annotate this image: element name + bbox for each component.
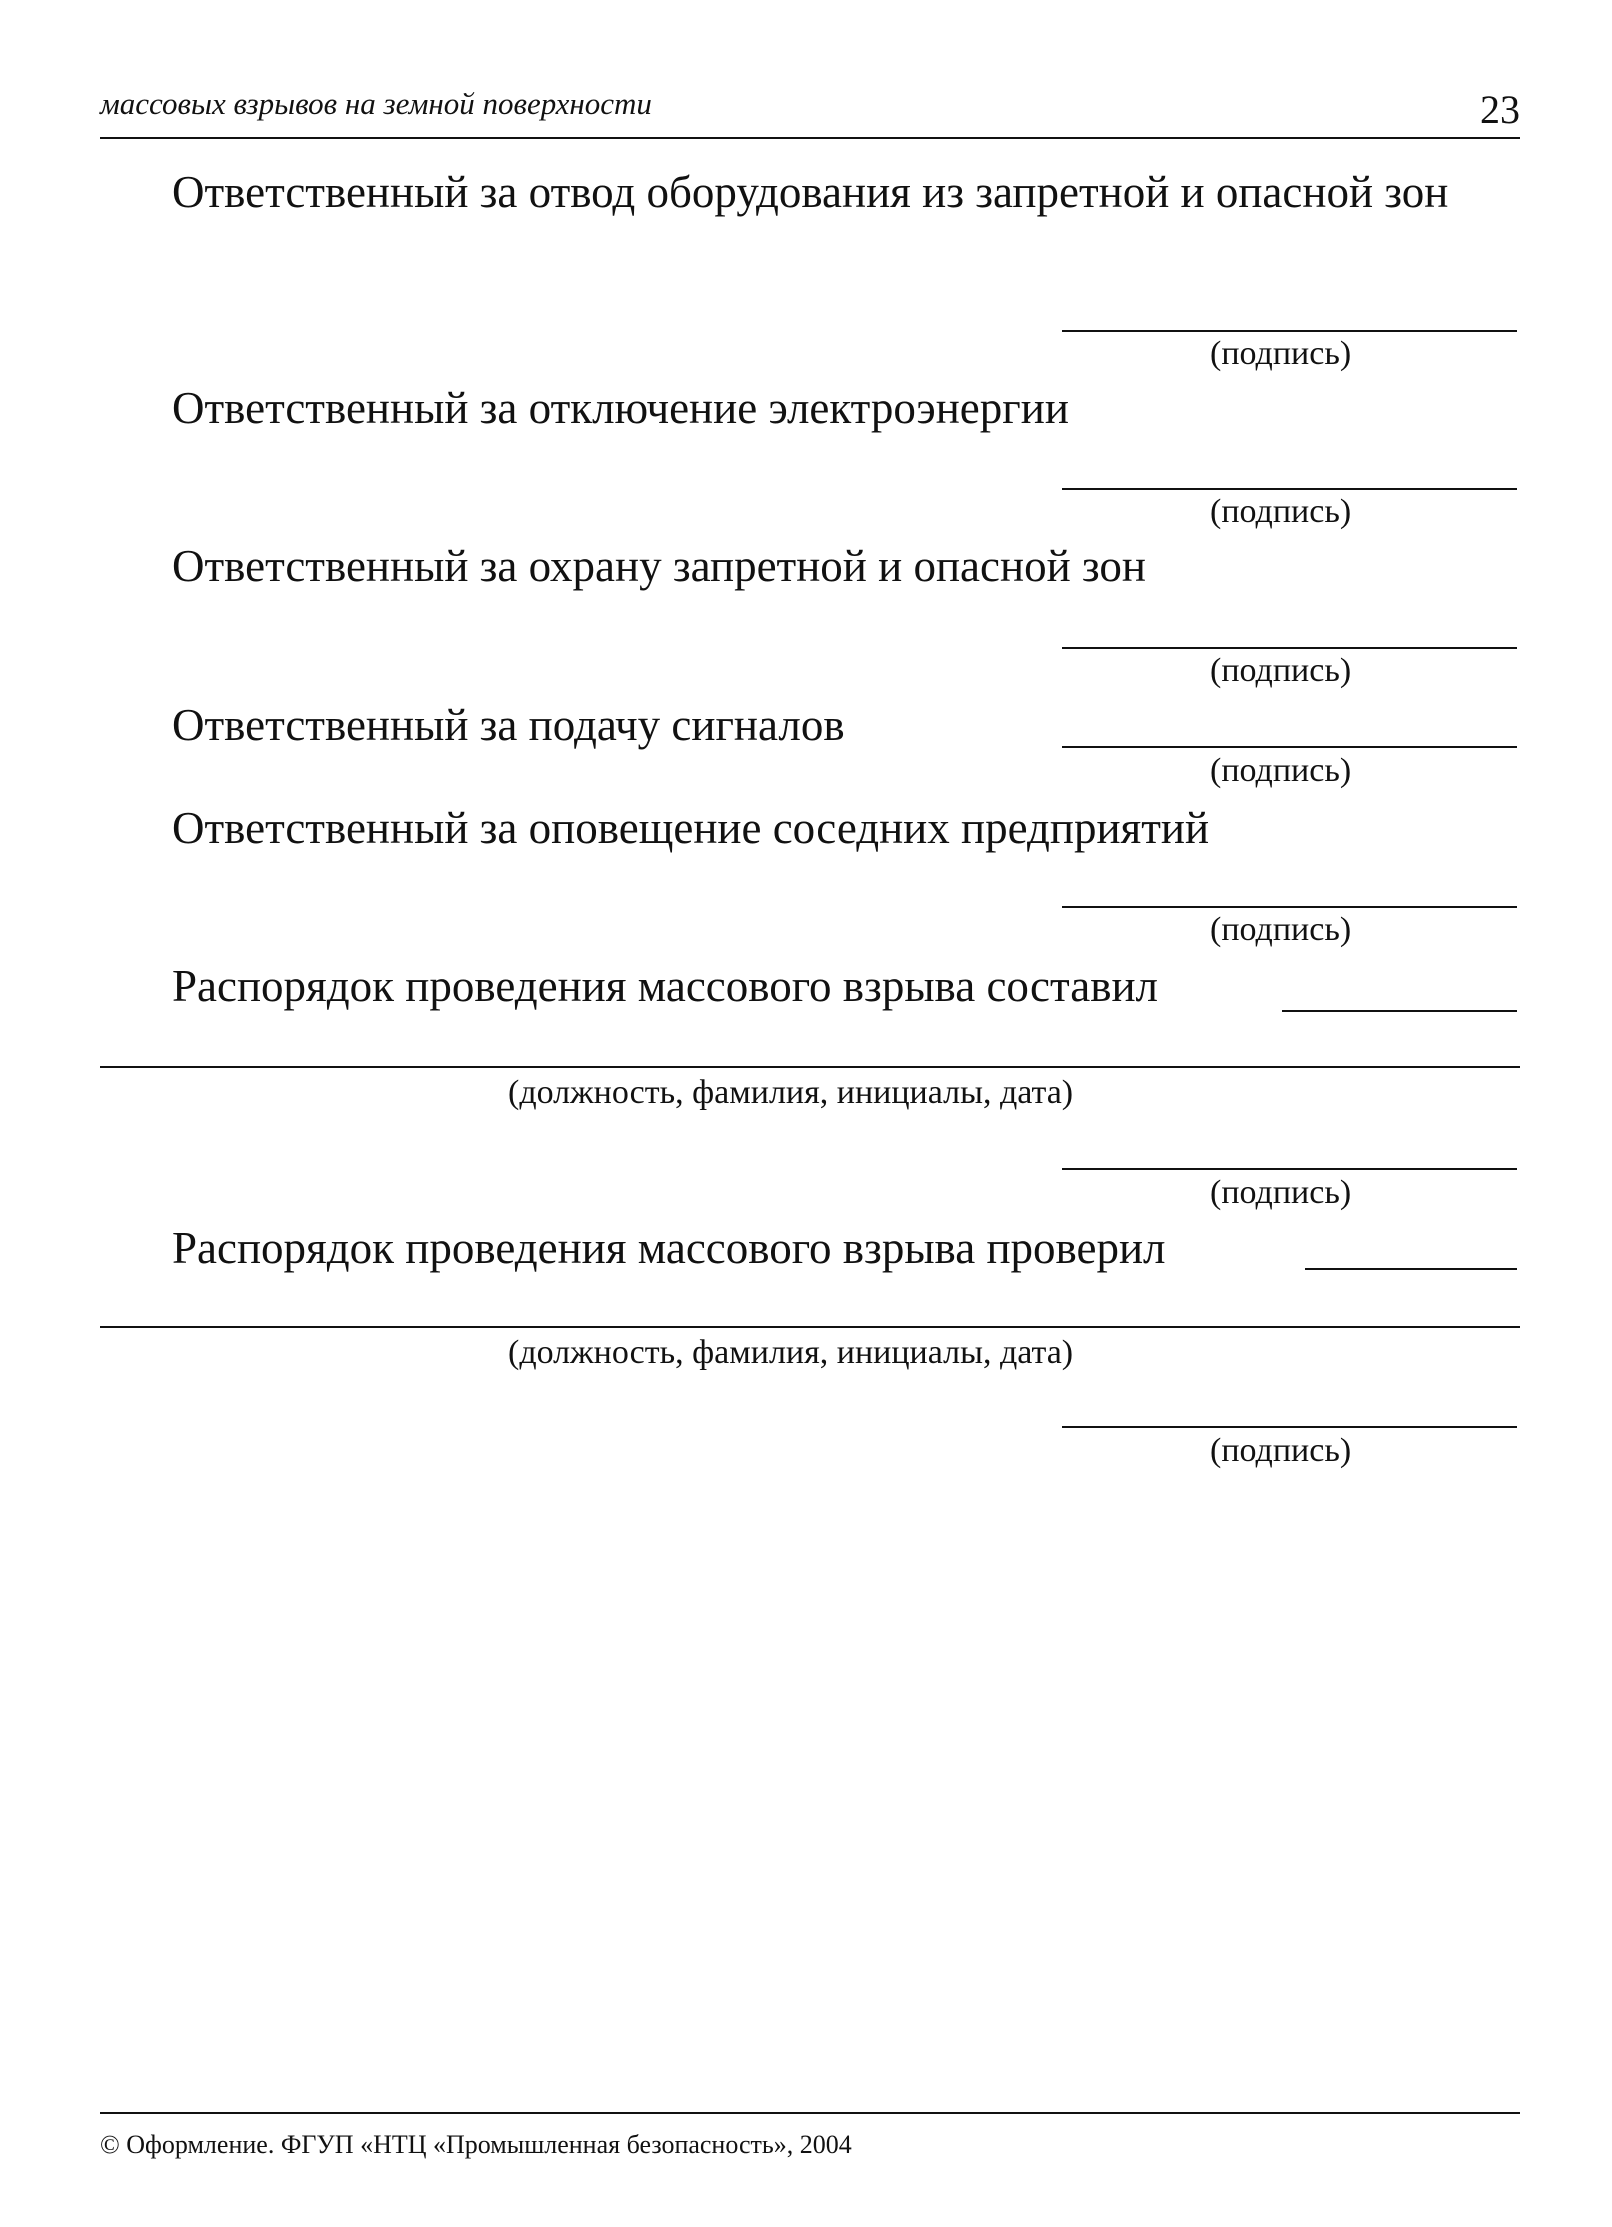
- header-rule: [100, 137, 1520, 139]
- fill-in-line: [1305, 1268, 1517, 1270]
- signature-caption: (подпись): [1210, 335, 1352, 372]
- signature-line: [1062, 330, 1517, 332]
- full-width-fill-line: [100, 1326, 1520, 1328]
- paragraph-neighbors-notice: Ответственный за оповещение соседних предприятий: [172, 803, 1210, 853]
- signature-caption: (подпись): [1210, 652, 1352, 689]
- signature-caption: (подпись): [1210, 752, 1352, 789]
- signature-line: [1062, 1168, 1517, 1170]
- paragraph-equipment-removal: Ответственный за отвод оборудования из запретной и опасной зон: [172, 167, 1449, 217]
- signature-line: [1062, 1426, 1517, 1428]
- paragraph-compiled-by: Распорядок проведения массового взрыва составил: [172, 961, 1158, 1011]
- signature-caption: (подпись): [1210, 493, 1352, 530]
- full-width-fill-line: [100, 1066, 1520, 1068]
- paragraph-zone-guard: Ответственный за охрану запретной и опасной зон: [172, 541, 1147, 591]
- position-caption: (должность, фамилия, инициалы, дата): [508, 1074, 1074, 1111]
- signature-line: [1062, 647, 1517, 649]
- signature-line: [1062, 906, 1517, 908]
- signature-line: [1062, 746, 1517, 748]
- signature-line: [1062, 488, 1517, 490]
- paragraph-checked-by: Распорядок проведения массового взрыва проверил: [172, 1223, 1166, 1273]
- signature-caption: (подпись): [1210, 1174, 1352, 1211]
- position-caption: (должность, фамилия, инициалы, дата): [508, 1334, 1074, 1371]
- page-number: 23: [1480, 87, 1520, 132]
- paragraph-power-off: Ответственный за отключение электроэнергии: [172, 383, 1069, 433]
- footer-rule: [100, 2112, 1520, 2114]
- paragraph-signals: Ответственный за подачу сигналов: [172, 700, 845, 750]
- footer-copyright: © Оформление. ФГУП «НТЦ «Промышленная безопасность», 2004: [100, 2130, 852, 2159]
- signature-caption: (подпись): [1210, 1432, 1352, 1469]
- running-header: массовых взрывов на земной поверхности: [100, 86, 652, 121]
- signature-caption: (подпись): [1210, 911, 1352, 948]
- fill-in-line: [1282, 1010, 1517, 1012]
